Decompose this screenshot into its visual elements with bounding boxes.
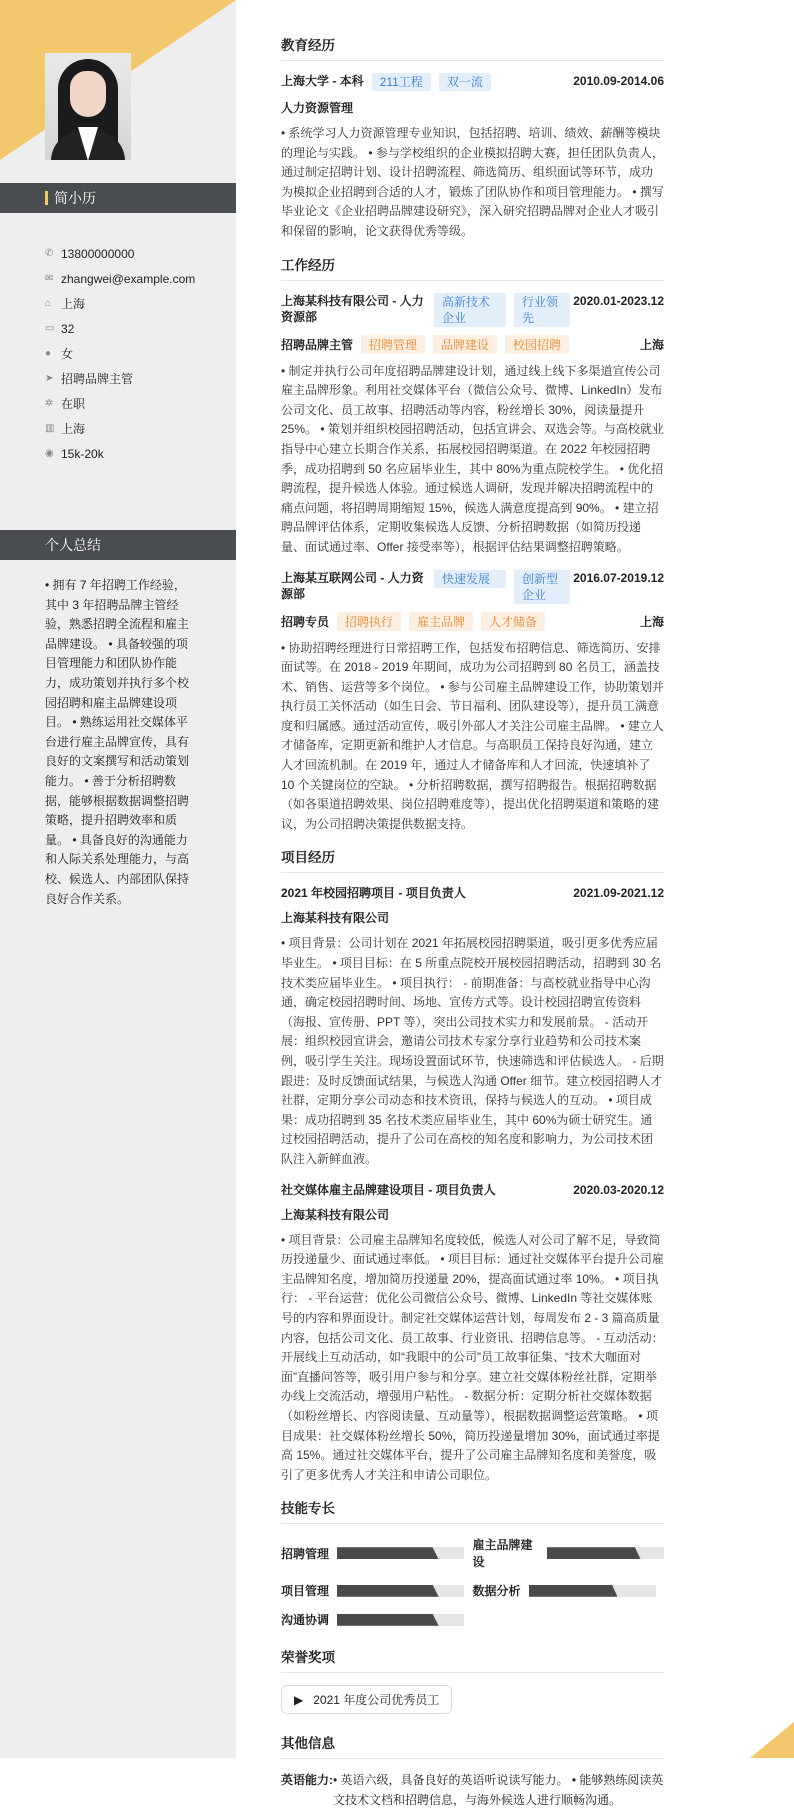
company: 上海某科技有限公司 - 人力资源部 bbox=[281, 293, 424, 324]
company-tag: 快速发展 bbox=[434, 570, 506, 588]
skill-item bbox=[473, 1582, 665, 1599]
school-tag: 双一流 bbox=[439, 73, 491, 91]
contact-item bbox=[45, 241, 195, 266]
contact-value: 上海 bbox=[61, 421, 86, 436]
contact-value: 招聘品牌主管 bbox=[61, 371, 134, 386]
edu-date: 2010.09-2014.06 bbox=[573, 74, 664, 88]
home-icon: ⌂ bbox=[45, 297, 52, 309]
skill-bar-fill bbox=[337, 1547, 439, 1559]
projects-title: 项目经历 bbox=[281, 846, 664, 873]
contact-value: 32 bbox=[61, 321, 75, 336]
contact-value: 女 bbox=[61, 346, 74, 361]
work-date: 2016.07-2019.12 bbox=[573, 570, 664, 585]
skill-tag: 品牌建设 bbox=[433, 335, 497, 354]
contact-item bbox=[45, 316, 195, 341]
building-icon: ▥ bbox=[45, 422, 55, 434]
summary-title: 个人总结 bbox=[45, 537, 101, 553]
awards-title: 荣誉奖项 bbox=[281, 1646, 664, 1673]
summary-text: • 拥有 7 年招聘工作经验，其中 3 年招聘品牌主管经验，熟悉招聘全流程和雇主品牌建设。 • 具备较强的项目管理能力和团队协作能力，成功策划并执行多个校园招聘和雇主品牌建设项目。 • 熟练运用社交媒体平台进行雇主品牌宣传，具有良好的文案撰写和活动策划能力。 • 善于分析招聘数据，能够根据数据调整招聘策略，提升招聘效率和质量。 • 具备良好的沟通能力和人际关系处理能力，与高校、候选人、内部团队保持良好合作关系。 bbox=[45, 578, 190, 906]
contact-value: zhangwei@example.com bbox=[61, 271, 196, 286]
age-icon: ▭ bbox=[45, 322, 55, 334]
skill-tag: 人才储备 bbox=[481, 612, 545, 631]
skill-item bbox=[473, 1536, 665, 1570]
skill-name: 沟通协调 bbox=[281, 1613, 330, 1628]
triangle-right-icon: ▶ bbox=[294, 1692, 304, 1707]
contact-item bbox=[45, 441, 195, 466]
contact-value: 13800000000 bbox=[61, 246, 135, 261]
skill-bar-fill bbox=[337, 1585, 439, 1597]
skill-bar bbox=[337, 1547, 464, 1559]
summary-bar bbox=[0, 530, 236, 560]
skill-bar-fill bbox=[547, 1547, 641, 1559]
work-date: 2020.01-2023.12 bbox=[573, 293, 664, 308]
mail-icon: ✉ bbox=[45, 272, 54, 284]
skill-bar bbox=[337, 1614, 464, 1626]
skill-bar bbox=[547, 1547, 664, 1559]
salary-icon: ◉ bbox=[45, 447, 54, 459]
role: 招聘品牌主管 bbox=[281, 337, 354, 352]
contact-value: 上海 bbox=[61, 296, 86, 311]
project-desc: • 项目背景：公司计划在 2021 年拓展校园招聘渠道，吸引更多优秀应届毕业生。 • 项目目标：在 5 所重点院校开展校园招聘活动，招聘到 30 名技术类应届毕业生。 • 项目执行： - 前期准备：与高校就业指导中心沟通，确定校园招聘时间、场地、宣传方式等。设计校园招聘宣传资料（海报、宣传册、PPT 等），突出公司技术实力和发展前景。 - 活动开展：组织校园宣讲会，邀请公司技术专家分享行业趋势和公司技术案例，吸引学生关注。现场设置面试环节，快速筛选和评估候选人。 - 后期跟进：及时反馈面试结果，与候选人沟通 Offer 细节。建立校园招聘人才社群，定期分享公司动态和技术资讯，保持与候选人的互动。 • 项目成果：成功招聘到 35 名技术类应届毕业生，其中 60%为硕士研究生。通过校园招聘活动，提升了公司在高校的知名度和影响力，为公司技术团队注入新鲜血液。 bbox=[281, 936, 664, 1166]
gender-icon: ● bbox=[45, 347, 52, 359]
project-company: 上海某科技有限公司 bbox=[281, 1207, 390, 1222]
skill-tag: 招聘执行 bbox=[337, 612, 401, 631]
school: 上海大学 - 本科 bbox=[281, 74, 364, 88]
work-item bbox=[281, 293, 664, 558]
skill-tag: 招聘管理 bbox=[361, 335, 425, 354]
skill-name: 雇主品牌建设 bbox=[472, 1538, 533, 1570]
contact-value: 在职 bbox=[61, 396, 86, 411]
project-date: 2021.09-2021.12 bbox=[573, 886, 664, 901]
project-name: 社交媒体雇主品牌建设项目 - 项目负责人 bbox=[281, 1182, 496, 1197]
contact-list bbox=[45, 241, 195, 466]
skill-item bbox=[281, 1611, 473, 1628]
skill-item bbox=[281, 1582, 473, 1599]
project-desc: • 项目背景：公司雇主品牌知名度较低，候选人对公司了解不足，导致简历投递量少、面试通过率低。 • 项目目标：通过社交媒体平台提升公司雇主品牌知名度，增加简历投递量 20%，提高面试通过率 10%。 • 项目执行： - 平台运营：优化公司微信公众号、微博、LinkedIn 等社交媒体账号的内容和界面设计。制定社交媒体运营计划，每周发布 2 - 3 篇高质量内容，包括公司文化、员工故事、行业资讯、招聘信息等。 - 互动活动：开展线上互动活动，如“我眼中的公司”员工故事征集、“技术大咖面对面”直播问答等，吸引用户参与和分享。建立社交媒体粉丝社群，定期举办线上交流活动，增强用户粘性。 - 数据分析：定期分析社交媒体数据（如粉丝增长、内容阅读量、互动量等），根据数据调整运营策略。 • 项目成果：社交媒体粉丝增长 50%，简历投递量增加 30%，面试通过率提高 15%。通过社交媒体平台，提升了公司雇主品牌知名度和美誉度，吸引了更多优秀人才关注和申请公司职位。 bbox=[281, 1232, 664, 1482]
edu-desc: • 系统学习人力资源管理专业知识，包括招聘、培训、绩效、薪酬等模块的理论与实践。 • 参与学校组织的企业模拟招聘大赛，担任团队负责人，通过制定招聘计划、设计招聘流程、筛选简历、组织面试等环节，成功为模拟企业招聘到合适的人才，锻炼了团队协作和项目管理能力。 • 撰写毕业论文《企业招聘品牌建设研究》，深入研究招聘品牌对企业人才吸引和保留的影响，论文获得优秀等级。 bbox=[281, 126, 664, 238]
skill-item bbox=[281, 1536, 473, 1570]
work-item bbox=[281, 570, 664, 835]
project-item bbox=[281, 885, 664, 1169]
skills-title: 技能专长 bbox=[281, 1497, 664, 1524]
work-title: 工作经历 bbox=[281, 254, 664, 281]
project-company: 上海某科技有限公司 bbox=[281, 911, 390, 926]
contact-item bbox=[45, 366, 195, 391]
contact-item bbox=[45, 391, 195, 416]
avatar bbox=[45, 53, 131, 160]
skill-name: 项目管理 bbox=[281, 1584, 330, 1599]
skill-name: 数据分析 bbox=[472, 1584, 521, 1599]
school-tag: 211工程 bbox=[372, 73, 431, 91]
work-city: 上海 bbox=[639, 337, 664, 352]
other-label: 英语能力: bbox=[281, 1773, 333, 1788]
work-desc: • 制定并执行公司年度招聘品牌建设计划，通过线上线下多渠道宣传公司雇主品牌形象。利用社交媒体平台（微信公众号、微博、LinkedIn）发布公司文化、员工故事、招聘活动等内容，粉丝增长 30%，阅读量提升 25%。 • 策划并组织校园招聘活动，包括宣讲会、双选会等。与高校就业指导中心建立长期合作关系，拓展校园招聘渠道。在 2022 年校园招聘季，成功招聘到 50 名应届毕业生，其中 80%为重点院校学生。 • 优化招聘流程，提升候选人体验。通过候选人调研，发现并解决招聘流程中的痛点问题，将招聘周期缩短 15%，候选人满意度提高到 90%。 • 建立招聘品牌评估体系，定期收集候选人反馈、分析招聘数据（如简历投递量、面试通过率、Offer 接受率等），根据评估结果调整招聘策略。 bbox=[281, 363, 664, 554]
role: 招聘专员 bbox=[281, 614, 330, 629]
skill-tag: 校园招聘 bbox=[505, 335, 569, 354]
skill-tag: 雇主品牌 bbox=[409, 612, 473, 631]
project-date: 2020.03-2020.12 bbox=[573, 1182, 664, 1197]
major: 人力资源管理 bbox=[281, 101, 354, 115]
company-tag: 创新型企业 bbox=[514, 570, 570, 604]
skill-bar bbox=[337, 1585, 464, 1597]
award-label: 2021 年度公司优秀员工 bbox=[313, 1693, 440, 1708]
contact-item bbox=[45, 341, 195, 366]
skill-bar-fill bbox=[529, 1585, 618, 1597]
contact-value: 15k-20k bbox=[61, 446, 104, 461]
award-item[interactable] bbox=[281, 1685, 452, 1714]
project-name: 2021 年校园招聘项目 - 项目负责人 bbox=[281, 886, 466, 901]
name-bar bbox=[0, 183, 236, 213]
profile-name: 简小历 bbox=[54, 190, 96, 206]
other-title: 其他信息 bbox=[281, 1732, 664, 1759]
company-tag: 行业领先 bbox=[514, 293, 570, 327]
work-desc: • 协助招聘经理进行日常招聘工作，包括发布招聘信息、筛选简历、安排面试等。在 2018 - 2019 年期间，成功为公司招聘到 80 名员工，涵盖技术、销售、运营等多个岗位。 • 参与公司雇主品牌建设工作，协助策划并执行员工关怀活动（如生日会、节日福利、团队建设等），提升员工满意度和归属感。通过活动宣传，吸引外部人才关注公司雇主品牌。 • 建立人才储备库，定期更新和维护人才信息。与高职员工保持良好沟通，建立人才回流机制。在 2019 年，通过人才储备库和人才回流，快速填补了 10 个关键岗位的空缺。 • 分析招聘数据，撰写招聘报告。根据招聘数据（如各渠道招聘效果、岗位招聘难度等），提出优化招聘渠道和策略的建议，为公司招聘决策提供数据支持。 bbox=[281, 640, 664, 831]
work-city: 上海 bbox=[639, 614, 664, 629]
company: 上海某互联网公司 - 人力资源部 bbox=[281, 570, 424, 601]
sidebar bbox=[0, 0, 236, 1758]
education-title: 教育经历 bbox=[281, 34, 664, 61]
skill-bar bbox=[529, 1585, 656, 1597]
contact-item bbox=[45, 291, 195, 316]
project-item bbox=[281, 1182, 664, 1486]
phone-icon: ✆ bbox=[45, 247, 54, 259]
decor-triangle bbox=[750, 1722, 794, 1758]
company-tag: 高新技术企业 bbox=[434, 293, 506, 327]
skill-name: 招聘管理 bbox=[281, 1546, 330, 1561]
other-text: • 英语六级，具备良好的英语听说读写能力。 • 能够熟练阅读英文技术文档和招聘信息，与海外候选人进行顺畅沟通。 bbox=[333, 1773, 664, 1807]
skill-bar-fill bbox=[337, 1614, 439, 1626]
contact-item bbox=[45, 266, 195, 291]
send-icon: ➤ bbox=[45, 372, 54, 384]
contact-item bbox=[45, 416, 195, 441]
main-content bbox=[281, 34, 664, 1810]
status-icon: ✲ bbox=[45, 397, 54, 409]
